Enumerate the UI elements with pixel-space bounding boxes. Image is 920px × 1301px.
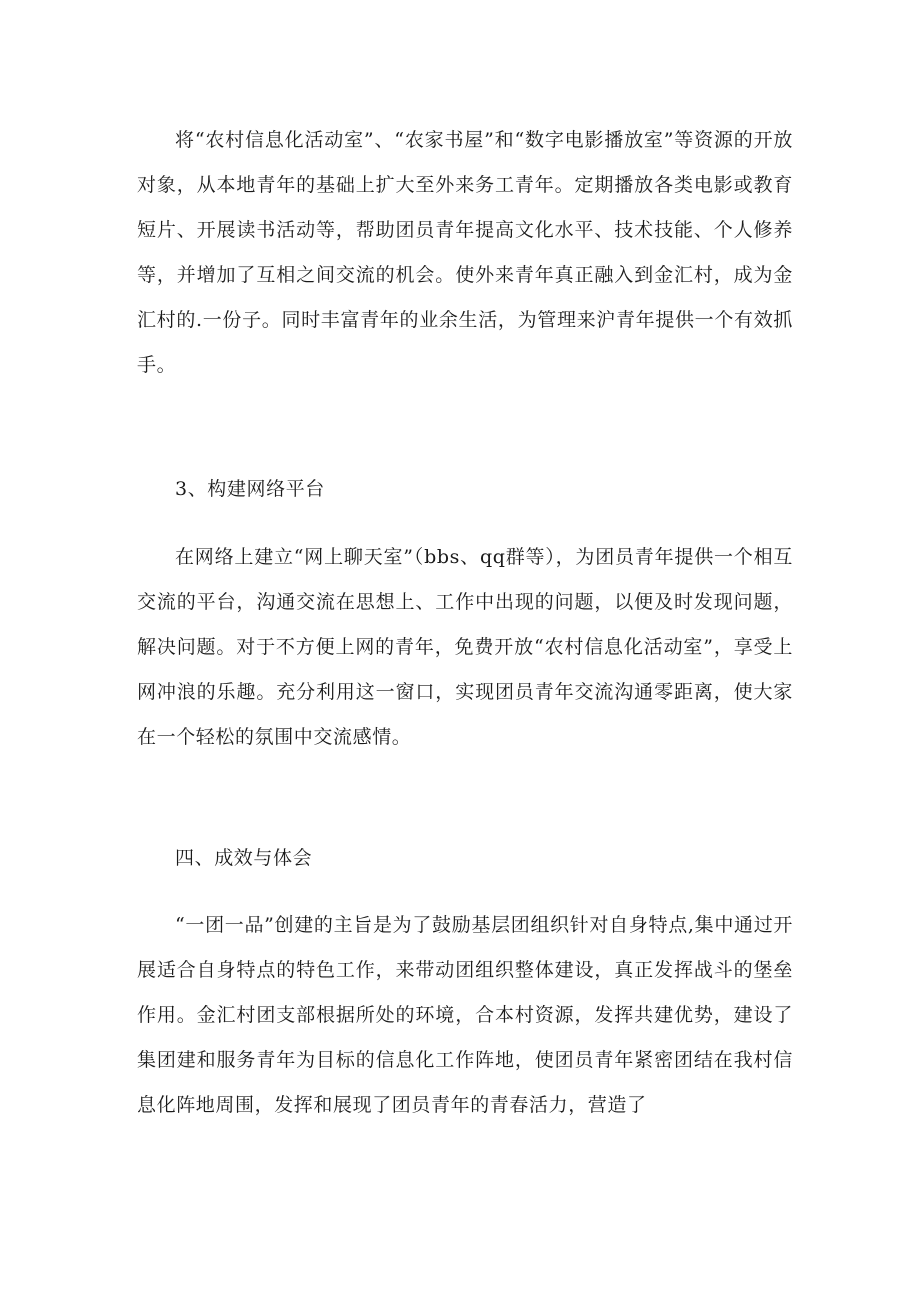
section-heading-results: 四、成效与体会 (175, 847, 313, 869)
paragraph-one-league-one-brand: “一团一品”创建的主旨是为了鼓励基层团组织针对自身特点,集中通过开展适合自身特点的特色工作，来带动团组织整体建设，真正发挥战斗的堡垒作用。金汇村团支部根据所处的环境，合本村资源，发挥共建优势，建设了集团建和服务青年为目标的信息化工作阵地，使团员青年紧密团结在我村信息化阵地周围，发挥和展现了团员青年的青春活力，营造了 (137, 914, 793, 1116)
paragraph-resources-opening: 将“农村信息化活动室”、“农家书屋”和“数字电影播放室”等资源的开放对象，从本地青年的基础上扩大至外来务工青年。定期播放各类电影或教育短片、开展读书活动等，帮助团员青年提高文化水平、技术技能、个人修养等，并增加了互相之间交流的机会。使外来青年真正融入到金汇村，成为金汇村的.一份子。同时丰富青年的业余生活，为管理来沪青年提供一个有效抓手。 (137, 129, 793, 376)
section-heading-network-platform: 3、构建网络平台 (175, 478, 325, 500)
paragraph-network-chatroom: 在网络上建立“网上聊天室”（bbs、qq群等），为团员青年提供一个相互交流的平台，沟通交流在思想上、工作中出现的问题，以便及时发现问题，解决问题。对于不方便上网的青年，免费开放“农村信息化活动室”，享受上网冲浪的乐趣。充分利用这一窗口，实现团员青年交流沟通零距离，使大家在一个轻松的氛围中交流感情。 (137, 546, 793, 748)
